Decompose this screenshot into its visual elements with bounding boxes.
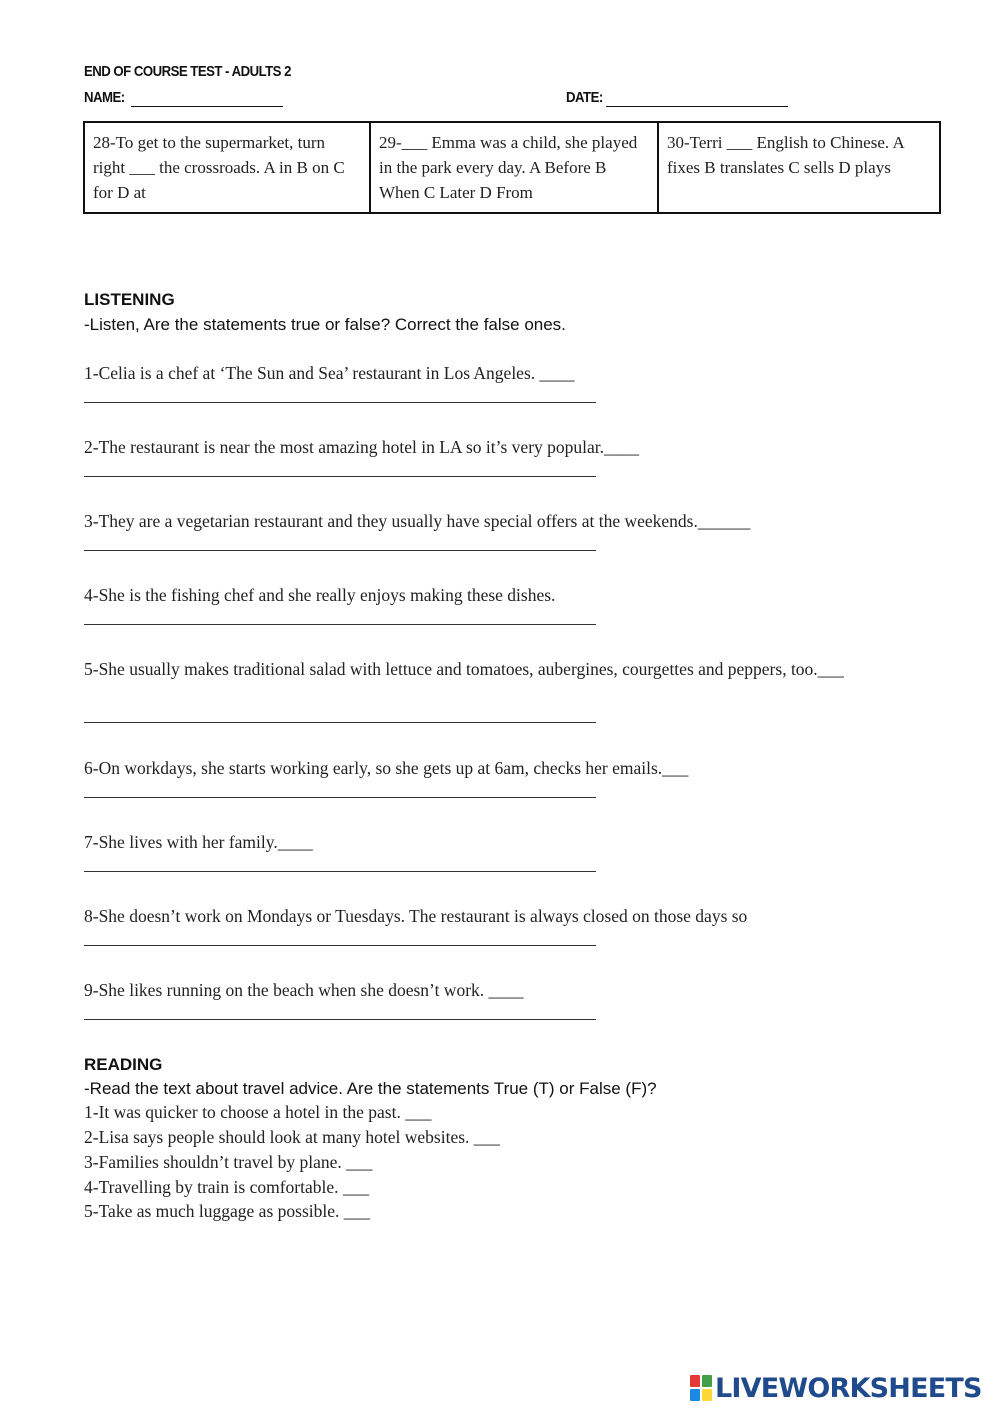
answer-line-8[interactable]	[84, 945, 596, 946]
page-title: END OF COURSE TEST - ADULTS 2	[84, 63, 291, 80]
logo-wordmark: LIVEWORKSHEETS	[715, 1372, 982, 1404]
answer-line-7[interactable]	[84, 871, 596, 872]
reading-statement-1: 1-It was quicker to choose a hotel in the past. ___	[84, 1102, 432, 1122]
listening-statement-1: 1-Celia is a chef at ‘The Sun and Sea’ restaurant in Los Angeles. ____	[84, 363, 575, 383]
question-29-cell: 29-___ Emma was a child, she played in the park every day. A Before B When C Later D From	[370, 122, 658, 213]
answer-line-9[interactable]	[84, 1019, 596, 1020]
liveworksheets-logo	[690, 1373, 982, 1403]
reading-statement-5: 5-Take as much luggage as possible. ___	[84, 1201, 370, 1221]
listening-statement-4: 4-She is the fishing chef and she really enjoys making these dishes.	[84, 585, 556, 605]
listening-statement-2: 2-The restaurant is near the most amazing hotel in LA so it’s very popular.____	[84, 437, 640, 457]
answer-line-3[interactable]	[84, 550, 596, 551]
listening-statement-8: 8-She doesn’t work on Mondays or Tuesdays. The restaurant is always closed on those days so	[84, 906, 748, 926]
answer-line-1[interactable]	[84, 402, 596, 403]
logo-square-yellow	[702, 1389, 712, 1401]
answer-line-6[interactable]	[84, 797, 596, 798]
listening-instruction: -Listen, Are the statements true or false? Correct the false ones.	[84, 315, 566, 334]
listening-statement-6: 6-On workdays, she starts working early, so she gets up at 6am, checks her emails.___	[84, 758, 689, 778]
reading-statement-3: 3-Families shouldn’t travel by plane. ___	[84, 1152, 373, 1172]
listening-statement-3: 3-They are a vegetarian restaurant and they usually have special offers at the weekends.______	[84, 511, 751, 531]
reading-instruction: -Read the text about travel advice. Are the statements True (T) or False (F)?	[84, 1079, 657, 1098]
listening-title: LISTENING	[84, 290, 175, 309]
answer-line-5[interactable]	[84, 722, 596, 723]
listening-statement-5: 5-She usually makes traditional salad with lettuce and tomatoes, aubergines, courgettes and peppers, too.___	[84, 659, 844, 679]
answer-line-4[interactable]	[84, 624, 596, 625]
reading-statement-4: 4-Travelling by train is comfortable. ___	[84, 1177, 370, 1197]
listening-statement-9: 9-She likes running on the beach when she doesn’t work. ____	[84, 980, 524, 1000]
question-28-cell: 28-To get to the supermarket, turn right ___ the crossroads. A in B on C for D at	[84, 122, 370, 213]
question-30-cell: 30-Terri ___ English to Chinese. A fixes B translates C sells D plays	[658, 122, 940, 213]
name-label: NAME:	[84, 89, 125, 106]
date-field[interactable]	[606, 106, 788, 107]
reading-title: READING	[84, 1055, 163, 1074]
logo-square-blue	[690, 1389, 700, 1401]
reading-statement-2: 2-Lisa says people should look at many hotel websites. ___	[84, 1127, 501, 1147]
logo-square-green	[702, 1375, 712, 1387]
name-field[interactable]	[131, 106, 283, 107]
answer-line-2[interactable]	[84, 476, 596, 477]
liveworksheets-logo-icon	[690, 1375, 712, 1401]
listening-statement-7: 7-She lives with her family.____	[84, 832, 313, 852]
grammar-question-table	[83, 121, 941, 214]
date-label: DATE:	[566, 89, 603, 106]
logo-square-red	[690, 1375, 700, 1387]
